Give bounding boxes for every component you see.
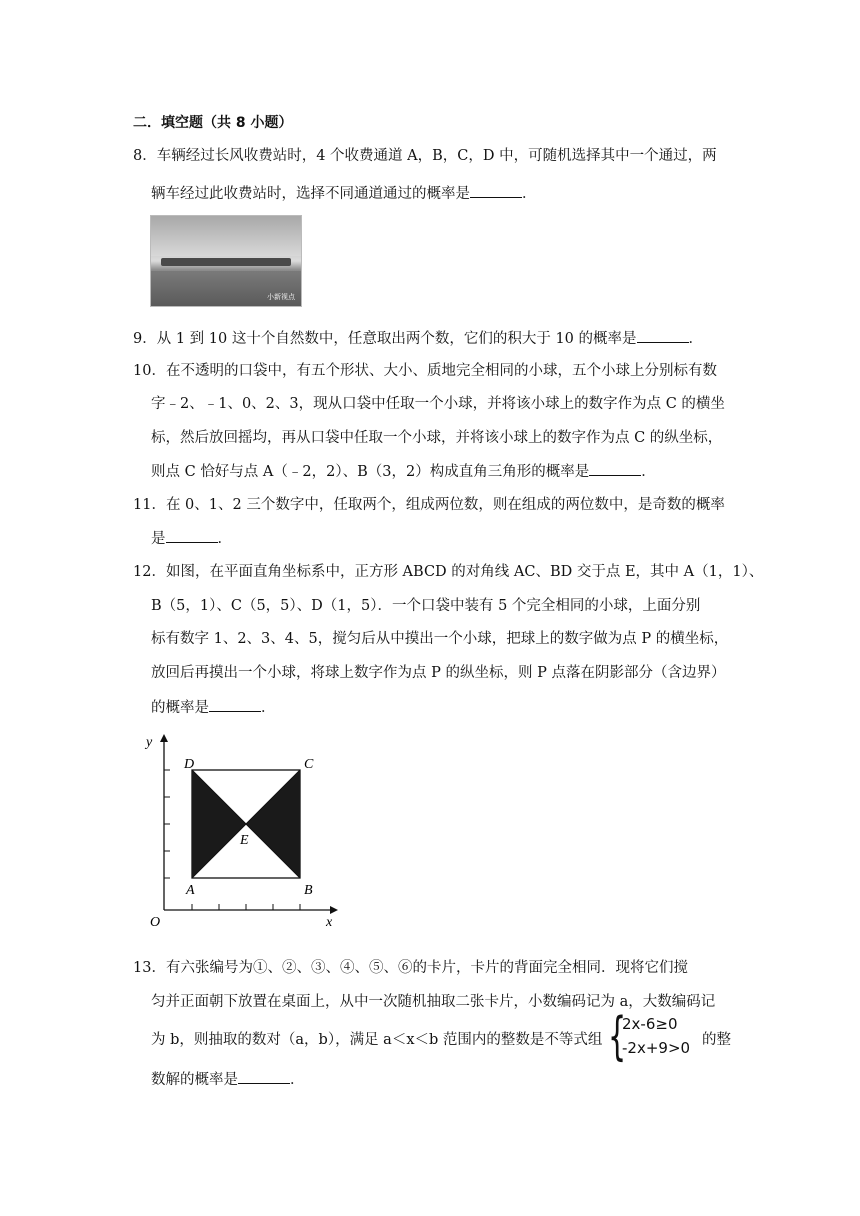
q13-line-3: 为 b，则抽取的数对（a，b），满足 a＜x＜b 范围内的整数是不等式组 bbox=[151, 1032, 603, 1048]
y-axis-label: y bbox=[146, 735, 153, 750]
q12-text: 的概率是 bbox=[151, 700, 209, 716]
section-title: 二．填空题（共 8 小题） bbox=[133, 115, 293, 131]
q13-period: ． bbox=[290, 1072, 305, 1088]
q12-line-2: B（5，1）、C（5，5）、D（1，5）．一个口袋中装有 5 个完全相同的小球，上面分别 bbox=[151, 598, 701, 614]
point-a-label: A bbox=[186, 883, 195, 898]
q8-period: ． bbox=[522, 186, 537, 202]
q11-line-1: 11．在 0、1、2 三个数字中，任取两个，组成两位数，则在组成的两位数中，是奇数的概率 bbox=[133, 497, 725, 513]
q11-period: ． bbox=[217, 531, 232, 547]
q13-line-4 bbox=[151, 1069, 305, 1090]
q13-line-1: 13．有六张编号为①、②、③、④、⑤、⑥的卡片，卡片的背面完全相同．现将它们搅 bbox=[133, 960, 688, 976]
q12-line-1: 12．如图，在平面直角坐标系中，正方形 ABCD 的对角线 AC、BD 交于点 E，其中 A（1，1）、 bbox=[133, 564, 764, 580]
q12-line-4: 放回后再摸出一个小球，将球上数字作为点 P 的纵坐标，则 P 点落在阴影部分（含边界） bbox=[151, 665, 726, 681]
q9-line-1 bbox=[133, 328, 703, 349]
q8-line-2 bbox=[151, 183, 537, 204]
photo-watermark: 小新视点 bbox=[267, 293, 295, 301]
q9-period: ． bbox=[688, 331, 704, 347]
q8-line-1: 8．车辆经过长风收费站时，4 个收费通道 A，B，C，D 中，可随机选择其中一个通过，两 bbox=[133, 148, 717, 164]
q10-text: 则点 C 恰好与点 A（﹣2，2）、B（3，2）构成直角三角形的概率是 bbox=[151, 464, 590, 480]
q10-line-2: 字﹣2、﹣1、0、2、3，现从口袋中任取一个小球，并将该小球上的数字作为点 C 的横坐 bbox=[151, 396, 725, 412]
square-abcd-figure bbox=[140, 730, 340, 935]
shaded-triangle-right bbox=[246, 770, 300, 878]
q12-line-3: 标有数字 1、2、3、4、5，搅匀后从中摸出一个小球，把球上的数字做为点 P 的横坐标， bbox=[151, 631, 729, 647]
answer-blank bbox=[209, 697, 261, 712]
toll-station-photo bbox=[150, 215, 302, 307]
q13-text: 数解的概率是 bbox=[151, 1072, 238, 1088]
q10-line-1: 10．在不透明的口袋中，有五个形状、大小、质地完全相同的小球，五个小球上分别标有数 bbox=[133, 363, 717, 379]
x-axis-label: x bbox=[326, 915, 333, 930]
y-axis-arrow bbox=[160, 734, 168, 742]
q10-line-4 bbox=[151, 461, 656, 482]
point-e-label: E bbox=[240, 833, 249, 848]
shaded-triangle-left bbox=[192, 770, 246, 878]
q8-text: 辆车经过此收费站时，选择不同通道通过的概率是 bbox=[151, 186, 470, 202]
x-ticks bbox=[192, 904, 300, 910]
origin-label: O bbox=[150, 915, 161, 930]
inequality-2: -2x+9>0 bbox=[622, 1039, 691, 1057]
q10-period: ． bbox=[641, 464, 656, 480]
q9-text: 9．从 1 到 10 这十个自然数中，任意取出两个数，它们的积大于 10 的概率是 bbox=[133, 331, 637, 347]
inequality-1: 2x-6≥0 bbox=[622, 1015, 678, 1033]
inequality-system bbox=[608, 1007, 704, 1067]
point-b-label: B bbox=[304, 883, 313, 898]
q13-line-2: 匀并正面朝下放置在桌面上，从中一次随机抽取二张卡片，小数编码记为 a，大数编码记 bbox=[151, 994, 716, 1010]
photo-toll-canopy bbox=[161, 258, 291, 266]
point-c-label: C bbox=[304, 757, 314, 772]
y-ticks bbox=[164, 770, 170, 878]
answer-blank bbox=[238, 1069, 290, 1084]
left-brace: { bbox=[608, 1007, 627, 1067]
q10-line-3: 标，然后放回摇均，再从口袋中任取一个小球，并将该小球上的数字作为点 C 的纵坐标， bbox=[151, 430, 723, 446]
answer-blank bbox=[637, 328, 689, 343]
point-d-label: D bbox=[184, 757, 195, 772]
q12-period: ． bbox=[261, 700, 276, 716]
q11-text: 是 bbox=[151, 531, 166, 547]
answer-blank bbox=[470, 183, 522, 198]
photo-sky bbox=[151, 216, 301, 256]
q12-line-5 bbox=[151, 697, 276, 718]
q13-line-3-end: 的整 bbox=[702, 1032, 731, 1048]
answer-blank bbox=[166, 528, 218, 543]
x-axis-arrow bbox=[330, 906, 338, 914]
q11-line-2 bbox=[151, 528, 232, 549]
answer-blank bbox=[589, 461, 641, 476]
